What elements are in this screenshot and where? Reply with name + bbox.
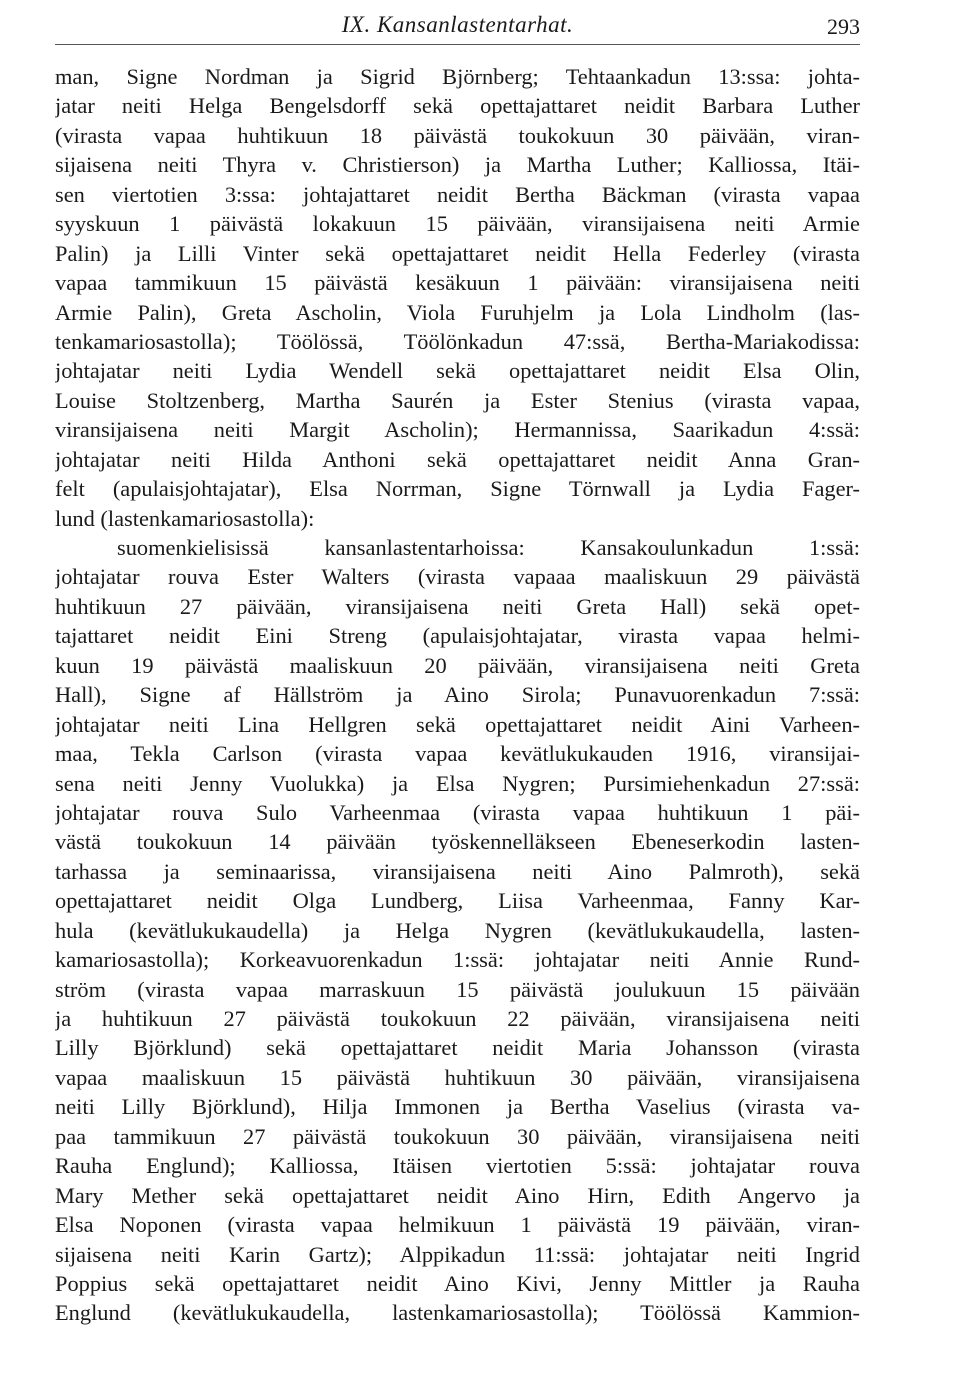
text-line: syyskuun 1 päivästä lokakuun 15 päivään, viransijaisena neiti Armie [55,211,860,237]
text-line: Poppius sekä opettajattaret neidit Aino Kivi, Jenny Mittler ja Rauha [55,1270,860,1296]
text-line: vapaa maaliskuun 15 päivästä huhtikuun 30 päivään, viransijaisena [55,1064,860,1090]
text-line: Elsa Noponen (virasta vapaa helmikuun 1 päivästä 19 päivään, viran- [55,1212,860,1238]
body-text [55,62,860,1328]
text-line: kamariosastolla); Korkeavuorenkadun 1:ssä: johtajatar neiti Annie Rund- [55,947,860,973]
text-line: sena neiti Jenny Vuolukka) ja Elsa Nygren; Pursimiehenkadun 27:ssä: [55,770,860,796]
chapter-title: IX. Kansanlastentarhat. [341,12,574,37]
text-line: Hall), Signe af Hällström ja Aino Sirola; Punavuorenkadun 7:ssä: [55,682,860,708]
text-line: tajattaret neidit Eini Streng (apulaisjohtajatar, virasta vapaa helmi- [55,623,860,649]
text-line: kuun 19 päivästä maaliskuun 20 päivään, viransijaisena neiti Greta [55,652,860,678]
text-line: sijaisena neiti Thyra v. Christierson) ja Martha Luther; Kalliossa, Itäi- [55,152,860,178]
text-line: johtajatar rouva Sulo Varheenmaa (virasta vapaa huhtikuun 1 päi- [55,799,860,825]
text-line: Louise Stoltzenberg, Martha Saurén ja Ester Stenius (virasta vapaa, [55,387,860,413]
text-line: Armie Palin), Greta Ascholin, Viola Furuhjelm ja Lola Lindholm (las- [55,299,860,325]
text-line: Englund (kevätlukukaudella, lastenkamariosastolla); Töölössä Kammion- [55,1300,860,1326]
text-line: sijaisena neiti Karin Gartz); Alppikadun 11:ssä: johtajatar neiti Ingrid [55,1241,860,1267]
text-line: johtajatar rouva Ester Walters (virasta vapaaa maaliskuun 29 päivästä [55,564,860,590]
page-number: 293 [827,14,860,39]
text-line: huhtikuun 27 päivään, viransijaisena neiti Greta Hall) sekä opet- [55,593,860,619]
text-line: (virasta vapaa huhtikuun 18 päivästä toukokuun 30 päivään, viran- [55,122,860,148]
text-line: tarhassa ja seminaarissa, viransijaisena neiti Aino Palmroth), sekä [55,858,860,884]
text-line: suomenkielisissä kansanlastentarhoissa: Kansakoulunkadun 1:ssä: [117,535,860,560]
running-header [55,8,860,42]
text-line: tenkamariosastolla); Töölössä, Töölönkadun 47:ssä, Bertha-Mariakodissa: [55,328,860,354]
text-line: viransijaisena neiti Margit Ascholin); Hermannissa, Saarikadun 4:ssä: [55,417,860,443]
text-line: neiti Lilly Björklund), Hilja Immonen ja Bertha Vaselius (virasta va- [55,1094,860,1120]
text-line: västä toukokuun 14 päivään työskennelläkseen Ebeneserkodin lasten- [55,829,860,855]
text-line: ström (virasta vapaa marraskuun 15 päivästä joulukuun 15 päivään [55,976,860,1002]
text-line: Lilly Björklund) sekä opettajattaret neidit Maria Johansson (virasta [55,1035,860,1061]
text-line: maa, Tekla Carlson (virasta vapaa kevätlukukauden 1916, viransijai- [55,741,860,767]
text-line: johtajatar neiti Hilda Anthoni sekä opettajattaret neidit Anna Gran- [55,446,860,472]
header-divider [55,44,860,45]
text-line: opettajattaret neidit Olga Lundberg, Liisa Varheenmaa, Fanny Kar- [55,888,860,914]
text-line: vapaa tammikuun 15 päivästä kesäkuun 1 päivään: viransijaisena neiti [55,270,860,296]
text-line: lund (lastenkamariosastolla): [55,505,315,531]
text-line: ja huhtikuun 27 päivästä toukokuun 22 päivään, viransijaisena neiti [55,1006,860,1031]
text-line: hula (kevätlukukaudella) ja Helga Nygren (kevätlukukaudella, lasten- [55,917,860,943]
text-line: johtajatar neiti Lina Hellgren sekä opettajattaret neidit Aini Varheen- [55,711,860,737]
text-line: paa tammikuun 27 päivästä toukokuun 30 päivään, viransijaisena neiti [55,1123,860,1149]
text-line: Mary Mether sekä opettajattaret neidit Aino Hirn, Edith Angervo ja [55,1182,860,1208]
text-line: man, Signe Nordman ja Sigrid Björnberg; Tehtaankadun 13:ssa: johta- [55,64,860,89]
text-line: felt (apulaisjohtajatar), Elsa Norrman, Signe Törnwall ja Lydia Fager- [55,476,860,502]
text-line: Rauha Englund); Kalliossa, Itäisen viertotien 5:ssä: johtajatar rouva [55,1153,860,1179]
text-line: johtajatar neiti Lydia Wendell sekä opettajattaret neidit Elsa Olin, [55,358,860,384]
text-line: jatar neiti Helga Bengelsdorff sekä opettajattaret neidit Barbara Luther [55,93,860,119]
text-line: Palin) ja Lilli Vinter sekä opettajattaret neidit Hella Federley (virasta [55,240,860,266]
text-line: sen viertotien 3:ssa: johtajattaret neidit Bertha Bäckman (virasta vapaa [55,181,860,207]
